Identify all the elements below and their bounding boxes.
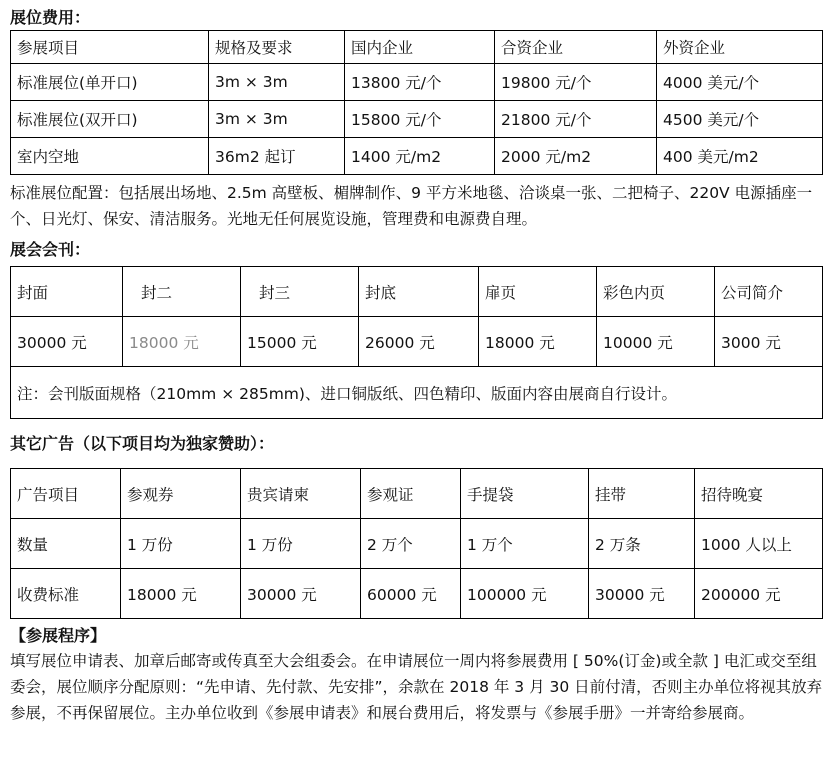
table-cell: 26000 元 bbox=[359, 317, 479, 367]
ads-table bbox=[10, 468, 823, 619]
procedure-text: 填写展位申请表、加章后邮寄或传真至大会组委会。在申请展位一周内将参展费用 [ 50%(订金)或全款 ] 电汇或交至组委会，展位顺序分配原则：“先申请、先付款、先安排”，余款在 2018 年 3 月 30 日前付清，否则主办单位将视其放弃参展，不再保留展位。主办单位收到《参展申请表》和展台费用后，将发票与《参展手册》一并寄给参展商。 bbox=[10, 652, 823, 722]
header-cell: 合资企业 bbox=[495, 31, 657, 64]
table-cell: 1000 人以上 bbox=[695, 519, 823, 569]
table-cell: 400 美元/m2 bbox=[657, 138, 823, 175]
table-cell: 15000 元 bbox=[241, 317, 359, 367]
header-cell: 贵宾请柬 bbox=[241, 469, 361, 519]
table-cell: 30000 元 bbox=[589, 569, 695, 619]
table-cell: 3m × 3m bbox=[209, 101, 345, 138]
header-cell: 参观券 bbox=[121, 469, 241, 519]
table-cell: 18000 元 bbox=[123, 317, 241, 367]
header-cell: 规格及要求 bbox=[209, 31, 345, 64]
header-cell: 公司简介 bbox=[715, 267, 823, 317]
table-cell: 60000 元 bbox=[361, 569, 461, 619]
table-cell: 数量 bbox=[11, 519, 121, 569]
header-cell: 广告项目 bbox=[11, 469, 121, 519]
header-cell: 参展项目 bbox=[11, 31, 209, 64]
table-row bbox=[11, 569, 823, 619]
table-cell: 室内空地 bbox=[11, 138, 209, 175]
table-cell: 1 万份 bbox=[121, 519, 241, 569]
journal-heading: 展会会刊： bbox=[10, 240, 91, 259]
journal-note: 注：会刊版面规格（210mm × 285mm)、进口铜版纸、四色精印、版面内容由展商自行设计。 bbox=[11, 367, 823, 419]
table-cell: 2000 元/m2 bbox=[495, 138, 657, 175]
table-cell: 标准展位(双开口) bbox=[11, 101, 209, 138]
table-cell: 4000 美元/个 bbox=[657, 64, 823, 101]
table-cell: 1 万个 bbox=[461, 519, 589, 569]
header-cell: 外资企业 bbox=[657, 31, 823, 64]
ads-heading: 其它广告（以下项目均为独家赞助）： bbox=[10, 434, 275, 453]
table-row bbox=[11, 317, 823, 367]
table-cell: 15800 元/个 bbox=[345, 101, 495, 138]
table-row bbox=[11, 519, 823, 569]
header-cell: 参观证 bbox=[361, 469, 461, 519]
table-cell: 30000 元 bbox=[241, 569, 361, 619]
table-row bbox=[11, 101, 823, 138]
table-cell: 10000 元 bbox=[597, 317, 715, 367]
header-cell: 挂带 bbox=[589, 469, 695, 519]
table-cell: 3m × 3m bbox=[209, 64, 345, 101]
table-cell: 21800 元/个 bbox=[495, 101, 657, 138]
header-cell: 封二 bbox=[123, 267, 241, 317]
table-cell: 30000 元 bbox=[11, 317, 123, 367]
header-cell: 封底 bbox=[359, 267, 479, 317]
table-header-row bbox=[11, 469, 823, 519]
table-cell: 1400 元/m2 bbox=[345, 138, 495, 175]
header-cell: 彩色内页 bbox=[597, 267, 715, 317]
table-cell: 2 万条 bbox=[589, 519, 695, 569]
table-cell: 36m2 起订 bbox=[209, 138, 345, 175]
table-cell: 4500 美元/个 bbox=[657, 101, 823, 138]
table-row bbox=[11, 138, 823, 175]
table-cell: 收费标准 bbox=[11, 569, 121, 619]
procedure-heading: 【参展程序】 bbox=[10, 626, 107, 645]
table-row bbox=[11, 64, 823, 101]
table-cell: 1 万份 bbox=[241, 519, 361, 569]
table-cell: 13800 元/个 bbox=[345, 64, 495, 101]
table-cell: 3000 元 bbox=[715, 317, 823, 367]
booth-config-note: 标准展位配置：包括展出场地、2.5m 高壁板、楣牌制作、9 平方米地毯、洽谈桌一张、二把椅子、220V 电源插座一个、日光灯、保安、清洁服务。光地无任何展览设施，管理费和电源费自理。 bbox=[10, 184, 813, 228]
header-cell: 封三 bbox=[241, 267, 359, 317]
table-row bbox=[11, 367, 823, 419]
header-cell: 国内企业 bbox=[345, 31, 495, 64]
table-cell: 100000 元 bbox=[461, 569, 589, 619]
table-cell: 18000 元 bbox=[479, 317, 597, 367]
header-cell: 扉页 bbox=[479, 267, 597, 317]
table-cell: 2 万个 bbox=[361, 519, 461, 569]
header-cell: 手提袋 bbox=[461, 469, 589, 519]
header-cell: 招待晚宴 bbox=[695, 469, 823, 519]
table-header-row bbox=[11, 267, 823, 317]
table-header-row bbox=[11, 31, 823, 64]
booth-fee-table bbox=[10, 30, 823, 175]
table-cell: 200000 元 bbox=[695, 569, 823, 619]
header-cell: 封面 bbox=[11, 267, 123, 317]
booth-fee-heading: 展位费用： bbox=[10, 8, 91, 27]
table-cell: 标准展位(单开口) bbox=[11, 64, 209, 101]
table-cell: 19800 元/个 bbox=[495, 64, 657, 101]
table-cell: 18000 元 bbox=[121, 569, 241, 619]
journal-table bbox=[10, 266, 823, 419]
